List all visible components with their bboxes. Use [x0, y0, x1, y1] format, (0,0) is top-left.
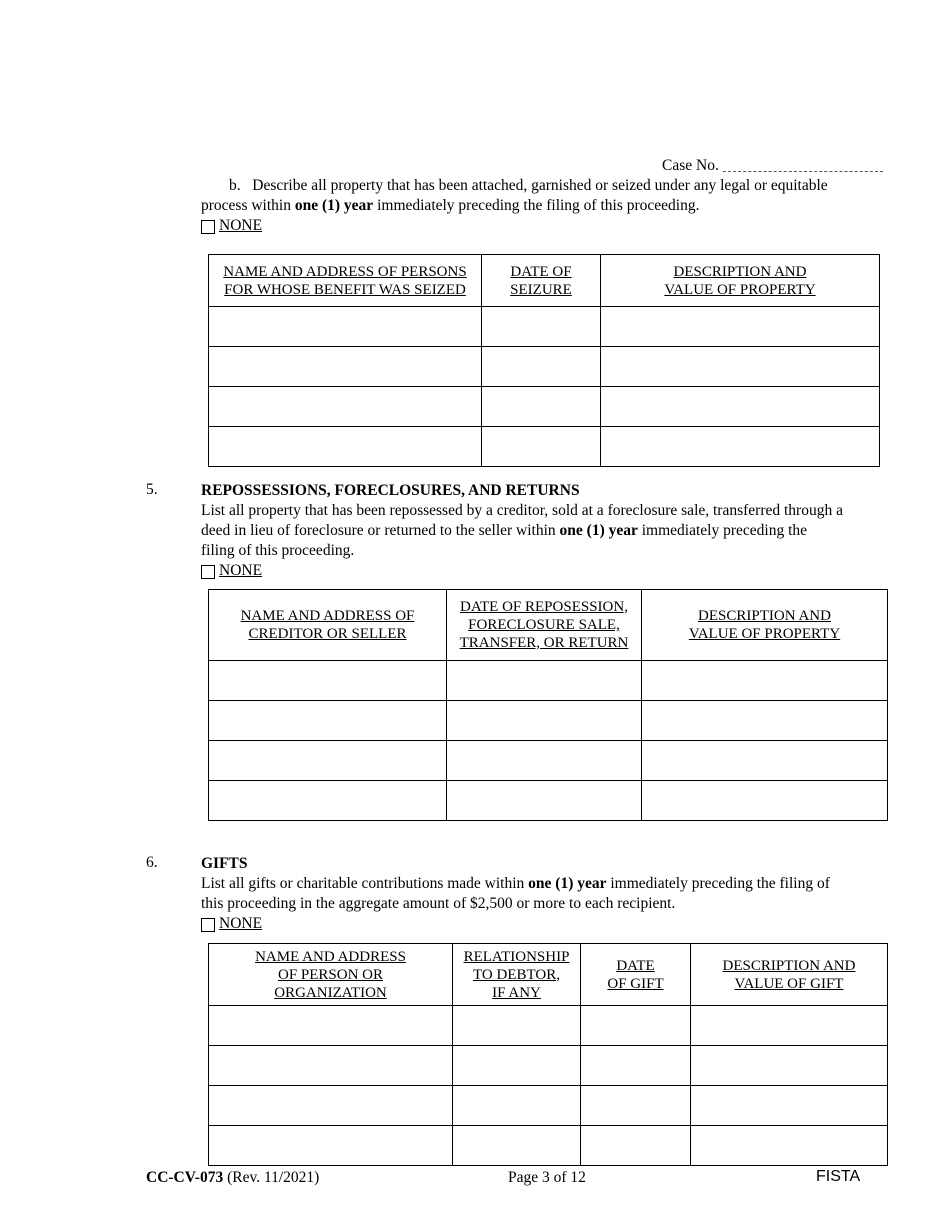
table-cell[interactable] — [209, 701, 447, 741]
table-cell[interactable] — [691, 1046, 888, 1086]
table-row — [209, 781, 888, 821]
form-number: CC-CV-073 — [146, 1169, 224, 1186]
table-cell[interactable] — [642, 701, 888, 741]
table-header-row — [209, 255, 880, 307]
section-5-line2d: immediately preceding the — [637, 522, 808, 539]
page-number: Page 3 of 12 — [508, 1169, 586, 1186]
table-cell[interactable] — [482, 387, 601, 427]
table-row — [209, 387, 880, 427]
table-cell[interactable] — [447, 741, 642, 781]
table-cell[interactable] — [453, 1086, 581, 1126]
table-row — [209, 307, 880, 347]
table-cell[interactable] — [209, 1086, 453, 1126]
section-5-line2b: one (1) — [559, 522, 605, 539]
table-cell[interactable] — [581, 1086, 691, 1126]
table-cell[interactable] — [482, 347, 601, 387]
table-cell[interactable] — [209, 427, 482, 467]
table-cell[interactable] — [453, 1006, 581, 1046]
none-label: NONE — [219, 217, 263, 234]
table-cell[interactable] — [447, 701, 642, 741]
table-cell[interactable] — [601, 387, 880, 427]
case-number-field — [662, 157, 883, 175]
header-description-value: DESCRIPTION AND VALUE OF PROPERTY — [601, 255, 880, 307]
header-description-value: DESCRIPTION AND VALUE OF PROPERTY — [642, 590, 888, 661]
section-4b-line1: Describe all property that has been attached, garnished or seized under any legal or equitable — [252, 177, 828, 194]
footer-mark: FISTA — [816, 1168, 861, 1185]
section-6-number: 6. — [146, 854, 158, 871]
table-cell[interactable] — [209, 347, 482, 387]
none-label: NONE — [219, 915, 263, 932]
table-cell[interactable] — [601, 307, 880, 347]
gifts-table — [208, 943, 888, 1166]
header-date-of-gift: DATE OF GIFT — [581, 944, 691, 1006]
table-cell[interactable] — [642, 741, 888, 781]
section-4b-line2a: process within — [201, 197, 295, 214]
table-row — [209, 1006, 888, 1046]
section-6-text — [201, 854, 921, 934]
table-cell[interactable] — [581, 1046, 691, 1086]
table-row — [209, 347, 880, 387]
seized-property-table — [208, 254, 880, 467]
table-cell[interactable] — [691, 1006, 888, 1046]
section-6-line1b: one (1) year — [528, 875, 607, 892]
header-date-of-seizure: DATE OF SEIZURE — [482, 255, 601, 307]
case-no-label: Case No. — [662, 157, 719, 174]
header-creditor-seller: NAME AND ADDRESS OF CREDITOR OR SELLER — [209, 590, 447, 661]
form-revision: (Rev. 11/2021) — [223, 1169, 320, 1186]
section-5-line1: List all property that has been repossessed by a creditor, sold at a foreclosure sale, transferred through a — [201, 502, 843, 519]
section-6-title: GIFTS — [201, 855, 248, 872]
table-row — [209, 741, 888, 781]
section-6-line2: this proceeding in the aggregate amount of $2,500 or more to each recipient. — [201, 895, 676, 912]
table-cell[interactable] — [447, 661, 642, 701]
section-5-line3: filing of this proceeding. — [201, 542, 355, 559]
table-row — [209, 701, 888, 741]
table-header-row — [209, 590, 888, 661]
table-cell[interactable] — [209, 1046, 453, 1086]
section-6-line1a: List all gifts or charitable contributions made within — [201, 875, 529, 892]
table-cell[interactable] — [209, 741, 447, 781]
table-cell[interactable] — [209, 781, 447, 821]
section-4b-line2b: one (1) year — [294, 197, 374, 214]
table-cell[interactable] — [642, 781, 888, 821]
table-row — [209, 427, 880, 467]
table-cell[interactable] — [581, 1126, 691, 1166]
table-cell[interactable] — [691, 1126, 888, 1166]
section-4b-line2c: immediately preceding the filing of this proceeding. — [373, 197, 700, 214]
section-5-line2a: deed in lieu of foreclosure or returned to the seller within — [201, 522, 560, 539]
section-6-none-option[interactable] — [201, 914, 921, 934]
table-cell[interactable] — [209, 1006, 453, 1046]
header-relationship: RELATIONSHIP TO DEBTOR, IF ANY — [453, 944, 581, 1006]
header-date-of-reposession: DATE OF REPOSESSION, FORECLOSURE SALE, TRANSFER, OR RETURN — [447, 590, 642, 661]
case-no-blank[interactable] — [723, 159, 883, 172]
table-cell[interactable] — [482, 427, 601, 467]
header-description-value: DESCRIPTION AND VALUE OF GIFT — [691, 944, 888, 1006]
table-row — [209, 1126, 888, 1166]
table-header-row — [209, 944, 888, 1006]
table-cell[interactable] — [581, 1006, 691, 1046]
section-5-title: REPOSSESSIONS, FORECLOSURES, AND RETURNS — [201, 482, 580, 499]
table-cell[interactable] — [601, 427, 880, 467]
section-4b-none-option[interactable] — [201, 216, 921, 236]
table-row — [209, 661, 888, 701]
section-5-line2c: year — [604, 522, 638, 539]
repossessions-table — [208, 589, 888, 821]
table-cell[interactable] — [482, 307, 601, 347]
table-cell[interactable] — [209, 307, 482, 347]
table-cell[interactable] — [453, 1046, 581, 1086]
section-5-none-option[interactable] — [201, 561, 921, 581]
section-5-number: 5. — [146, 481, 158, 498]
table-cell[interactable] — [691, 1086, 888, 1126]
form-id — [146, 1169, 319, 1187]
section-5-text — [201, 481, 921, 581]
section-4b-label: b. — [229, 177, 241, 194]
table-cell[interactable] — [209, 387, 482, 427]
none-checkbox[interactable] — [201, 918, 215, 932]
header-name-address: NAME AND ADDRESS OF PERSON OR ORGANIZATION — [209, 944, 453, 1006]
table-cell[interactable] — [209, 661, 447, 701]
header-name-address: NAME AND ADDRESS OF PERSONS FOR WHOSE BENEFIT WAS SEIZED — [209, 255, 482, 307]
none-checkbox[interactable] — [201, 220, 215, 234]
table-row — [209, 1046, 888, 1086]
table-cell[interactable] — [453, 1126, 581, 1166]
none-checkbox[interactable] — [201, 565, 215, 579]
section-6-line1c: immediately preceding the filing of — [606, 875, 830, 892]
table-cell[interactable] — [642, 661, 888, 701]
table-cell[interactable] — [209, 1126, 453, 1166]
table-cell[interactable] — [447, 781, 642, 821]
none-label: NONE — [219, 562, 263, 579]
section-4b-text — [201, 176, 921, 236]
table-row — [209, 1086, 888, 1126]
table-cell[interactable] — [601, 347, 880, 387]
